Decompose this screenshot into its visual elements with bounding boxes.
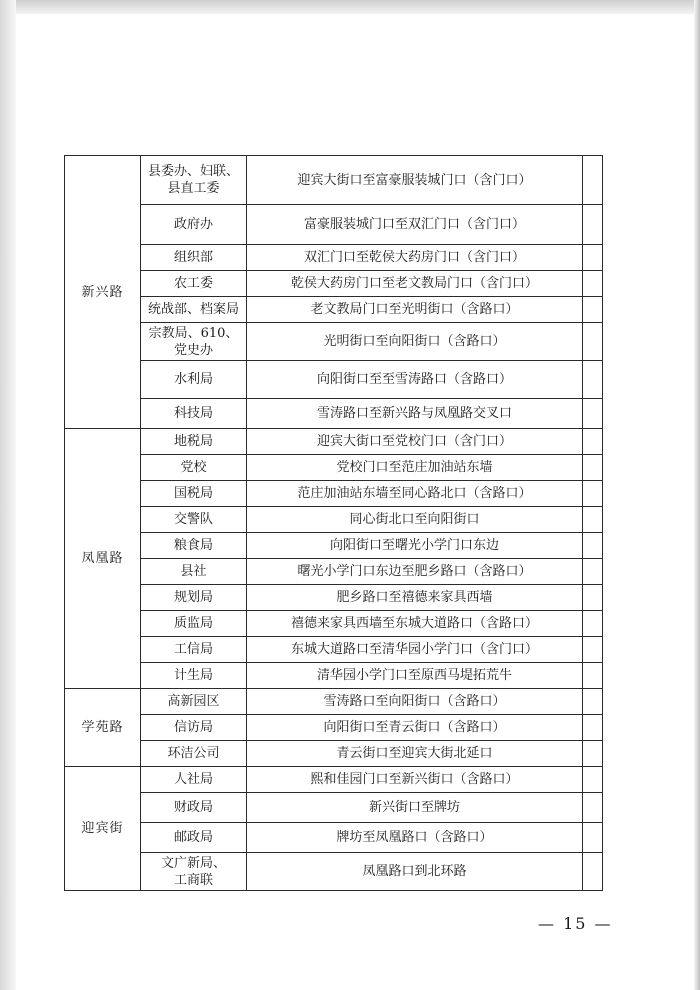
road-assignment-table — [64, 155, 603, 891]
remark-cell — [583, 637, 603, 663]
unit-cell — [141, 156, 247, 205]
road-section-cell: 禧德来家具西墙至东城大道路口（含路口） — [247, 611, 583, 637]
remark-cell — [583, 823, 603, 853]
remark-cell — [583, 793, 603, 823]
table-row — [65, 429, 603, 455]
road-section-cell: 曙光小学门口东边至肥乡路口（含路口） — [247, 559, 583, 585]
table-row — [65, 455, 603, 481]
table-row — [65, 481, 603, 507]
unit-name: 统战部、档案局 — [147, 302, 239, 317]
table-row — [65, 559, 603, 585]
remark-cell — [583, 399, 603, 429]
table-row — [65, 323, 603, 361]
unit-cell — [141, 297, 247, 323]
unit-cell — [141, 559, 247, 585]
unit-cell — [141, 585, 247, 611]
remark-cell — [583, 533, 603, 559]
table-row — [65, 689, 603, 715]
road-section-cell: 雪涛路口至向阳街口（含路口） — [247, 689, 583, 715]
remark-cell — [583, 611, 603, 637]
road-section-cell: 青云街口至迎宾大街北延口 — [247, 741, 583, 767]
page-number: — 15 — — [538, 914, 613, 933]
unit-cell — [141, 767, 247, 793]
unit-name: 组织部 — [173, 250, 213, 265]
road-section-cell: 范庄加油站东墙至同心路北口（含路口） — [247, 481, 583, 507]
unit-name: 县社 — [180, 564, 207, 579]
table-row — [65, 245, 603, 271]
remark-cell — [583, 585, 603, 611]
unit-name: 粮食局 — [173, 538, 213, 553]
table-row — [65, 507, 603, 533]
page-edge-shadow — [0, 0, 16, 990]
road-section-cell: 双汇门口至乾侯大药房门口（含门口） — [247, 245, 583, 271]
remark-cell — [583, 271, 603, 297]
unit-name: 文广新局、 — [160, 855, 226, 871]
road-name-cell: 新兴路 — [65, 156, 141, 429]
unit-name: 规划局 — [173, 590, 213, 605]
remark-cell — [583, 297, 603, 323]
table-row — [65, 297, 603, 323]
table-row — [65, 361, 603, 399]
table-row — [65, 741, 603, 767]
unit-name: 环洁公司 — [167, 746, 220, 761]
road-section-cell: 牌坊至凤凰路口（含路口） — [247, 823, 583, 853]
unit-cell — [141, 853, 247, 891]
unit-name: 政府办 — [173, 217, 213, 232]
remark-cell — [583, 559, 603, 585]
road-section-cell: 迎宾大街口至党校门口（含门口） — [247, 429, 583, 455]
unit-name: 工商联 — [173, 872, 213, 888]
road-section-cell: 凤凰路口到北环路 — [247, 853, 583, 891]
unit-cell — [141, 429, 247, 455]
road-section-cell: 迎宾大街口至富豪服装城门口（含门口） — [247, 156, 583, 205]
road-name-cell: 凤凰路 — [65, 429, 141, 689]
road-section-cell: 党校门口至范庄加油站东墙 — [247, 455, 583, 481]
table-body — [65, 156, 603, 891]
remark-cell — [583, 715, 603, 741]
road-section-cell: 向阳街口至至雪涛路口（含路口） — [247, 361, 583, 399]
remark-cell — [583, 767, 603, 793]
unit-name: 党史办 — [173, 342, 213, 358]
unit-cell — [141, 611, 247, 637]
remark-cell — [583, 507, 603, 533]
unit-cell — [141, 663, 247, 689]
remark-cell — [583, 853, 603, 891]
table-row — [65, 637, 603, 663]
unit-cell — [141, 823, 247, 853]
unit-name: 地税局 — [173, 434, 213, 449]
unit-cell — [141, 793, 247, 823]
road-section-cell: 雪涛路口至新兴路与凤凰路交叉口 — [247, 399, 583, 429]
remark-cell — [583, 156, 603, 205]
road-section-cell: 富豪服装城门口至双汇门口（含门口） — [247, 205, 583, 245]
road-section-cell: 向阳街口至曙光小学门口东边 — [247, 533, 583, 559]
unit-cell — [141, 455, 247, 481]
unit-cell — [141, 271, 247, 297]
table-row — [65, 793, 603, 823]
unit-cell — [141, 715, 247, 741]
unit-name: 交警队 — [173, 512, 213, 527]
unit-name: 高新园区 — [167, 694, 220, 709]
remark-cell — [583, 361, 603, 399]
unit-cell — [141, 399, 247, 429]
remark-cell — [583, 429, 603, 455]
unit-name: 宗教局、610、 — [148, 325, 239, 341]
remark-cell — [583, 741, 603, 767]
road-section-cell: 向阳街口至青云街口（含路口） — [247, 715, 583, 741]
unit-cell — [141, 205, 247, 245]
unit-cell — [141, 361, 247, 399]
road-section-cell: 熙和佳园门口至新兴街口（含路口） — [247, 767, 583, 793]
unit-cell — [141, 533, 247, 559]
road-name-cell: 迎宾街 — [65, 767, 141, 891]
unit-name: 党校 — [180, 460, 207, 475]
road-section-cell: 东城大道路口至清华园小学门口（含门口） — [247, 637, 583, 663]
unit-name: 县直工委 — [167, 181, 220, 196]
table-row — [65, 271, 603, 297]
table-row — [65, 823, 603, 853]
table-row — [65, 853, 603, 891]
remark-cell — [583, 323, 603, 361]
table-row — [65, 533, 603, 559]
unit-cell — [141, 689, 247, 715]
unit-name: 计生局 — [173, 668, 213, 683]
table-row — [65, 156, 603, 205]
unit-name: 人社局 — [173, 772, 213, 787]
table-row — [65, 715, 603, 741]
unit-name: 科技局 — [173, 406, 213, 421]
unit-cell — [141, 481, 247, 507]
remark-cell — [583, 663, 603, 689]
unit-name: 财政局 — [173, 800, 213, 815]
remark-cell — [583, 245, 603, 271]
unit-cell — [141, 637, 247, 663]
road-name-cell: 学苑路 — [65, 689, 141, 767]
road-section-cell: 同心街北口至向阳街口 — [247, 507, 583, 533]
unit-cell — [141, 507, 247, 533]
unit-name: 质监局 — [173, 616, 213, 631]
unit-name: 水利局 — [173, 372, 213, 387]
unit-name: 县委办、妇联、 — [147, 164, 239, 179]
unit-cell — [141, 741, 247, 767]
remark-cell — [583, 455, 603, 481]
table-row — [65, 767, 603, 793]
unit-name: 工信局 — [173, 642, 213, 657]
page-edge-shadow — [694, 0, 700, 990]
road-section-cell: 老文教局门口至光明街口（含路口） — [247, 297, 583, 323]
table-row — [65, 205, 603, 245]
table-row — [65, 611, 603, 637]
unit-name: 邮政局 — [173, 830, 213, 845]
table-row — [65, 663, 603, 689]
remark-cell — [583, 481, 603, 507]
unit-name: 农工委 — [173, 276, 213, 291]
road-section-cell: 新兴街口至牌坊 — [247, 793, 583, 823]
remark-cell — [583, 205, 603, 245]
unit-cell — [141, 245, 247, 271]
road-section-cell: 清华园小学门口至原西马堤拓荒牛 — [247, 663, 583, 689]
road-section-cell: 乾侯大药房门口至老文教局门口（含门口） — [247, 271, 583, 297]
unit-name: 国税局 — [173, 486, 213, 501]
road-section-cell: 肥乡路口至禧德来家具西墙 — [247, 585, 583, 611]
remark-cell — [583, 689, 603, 715]
unit-cell — [141, 323, 247, 361]
road-section-cell: 光明街口至向阳街口（含路口） — [247, 323, 583, 361]
table-row — [65, 585, 603, 611]
unit-name: 信访局 — [173, 720, 213, 735]
table-row — [65, 399, 603, 429]
page-edge-shadow — [0, 0, 700, 14]
